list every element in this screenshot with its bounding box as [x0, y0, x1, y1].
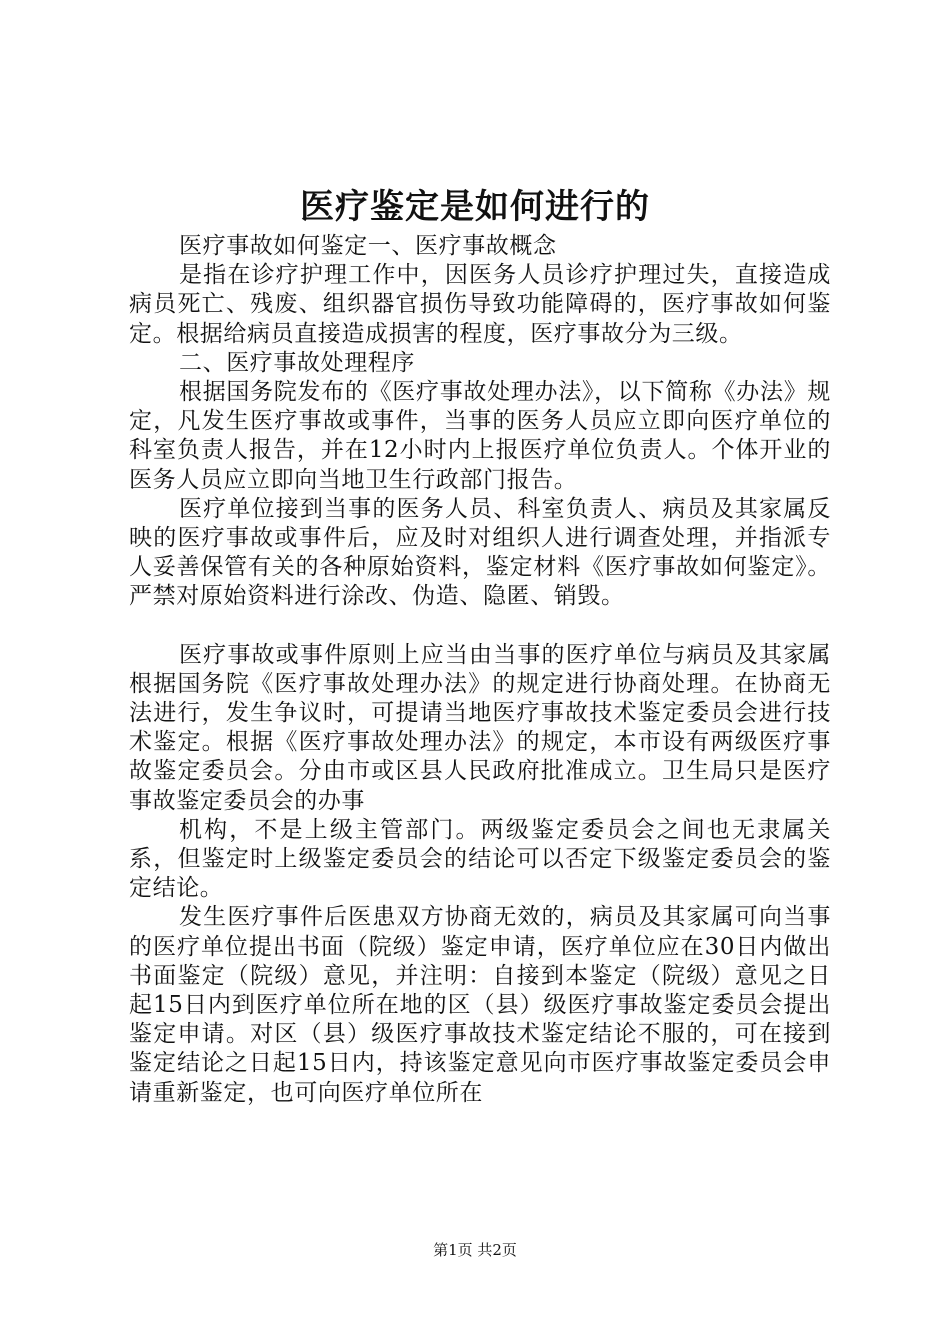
paragraph: 机构，不是上级主管部门。两级鉴定委员会之间也无隶属关系，但鉴定时上级鉴定委员会的结论可以否定下级鉴定委员会的鉴定结论。 — [129, 816, 831, 902]
paragraph-spacer — [129, 612, 831, 641]
paragraph: 是指在诊疗护理工作中，因医务人员诊疗护理过失，直接造成病员死亡、残废、组织器官损伤导致功能障碍的，医疗事故如何鉴定。根据给病员直接造成损害的程度，医疗事故分为三级。 — [129, 262, 831, 347]
paragraph: 医疗事故如何鉴定一、医疗事故概念 — [179, 233, 557, 259]
paragraph: 医疗事故或事件原则上应当由当事的医疗单位与病员及其家属根据国务院《医疗事故处理办法》的规定进行协商处理。在协商无法进行，发生争议时，可提请当地医疗事故技术鉴定委员会进行技术鉴定。根据《医疗事故处理办法》的规定，本市设有两级医疗事故鉴定委员会。分由市或区县人民政府批准成立。卫生局只是医疗事故鉴定委员会的办事 — [129, 641, 831, 814]
document-title: 医疗鉴定是如何进行的 — [300, 187, 650, 227]
paragraph: 根据国务院发布的《医疗事故处理办法》，以下简称《办法》规定，凡发生医疗事故或事件，当事的医务人员应立即向医疗单位的科室负责人报告，并在12小时内上报医疗单位负责人。个体开业的医务人员应立即向当地卫生行政部门报告。 — [129, 379, 831, 493]
paragraph: 发生医疗事件后医患双方协商无效的，病员及其家属可向当事的医疗单位提出书面（院级）鉴定申请，医疗单位应在30日内做出书面鉴定（院级）意见，并注明：自接到本鉴定（院级）意见之日起15日内到医疗单位所在地的区（县）级医疗事故鉴定委员会提出鉴定申请。对区（县）级医疗事故技术鉴定结论不服的，可在接到鉴定结论之日起15日内，持该鉴定意见向市医疗事故鉴定委员会申请重新鉴定，也可向医疗单位所在 — [129, 904, 831, 1106]
page-footer: 第1页 共2页 — [433, 1241, 517, 1259]
paragraph: 医疗单位接到当事的医务人员、科室负责人、病员及其家属反映的医疗事故或事件后，应及时对组织人进行调查处理，并指派专人妥善保管有关的各种原始资料，鉴定材料《医疗事故如何鉴定》。严禁对原始资料进行涂改、伪造、隐匿、销毁。 — [129, 495, 831, 610]
document-body — [129, 232, 831, 1108]
paragraph: 二、医疗事故处理程序 — [179, 349, 415, 376]
